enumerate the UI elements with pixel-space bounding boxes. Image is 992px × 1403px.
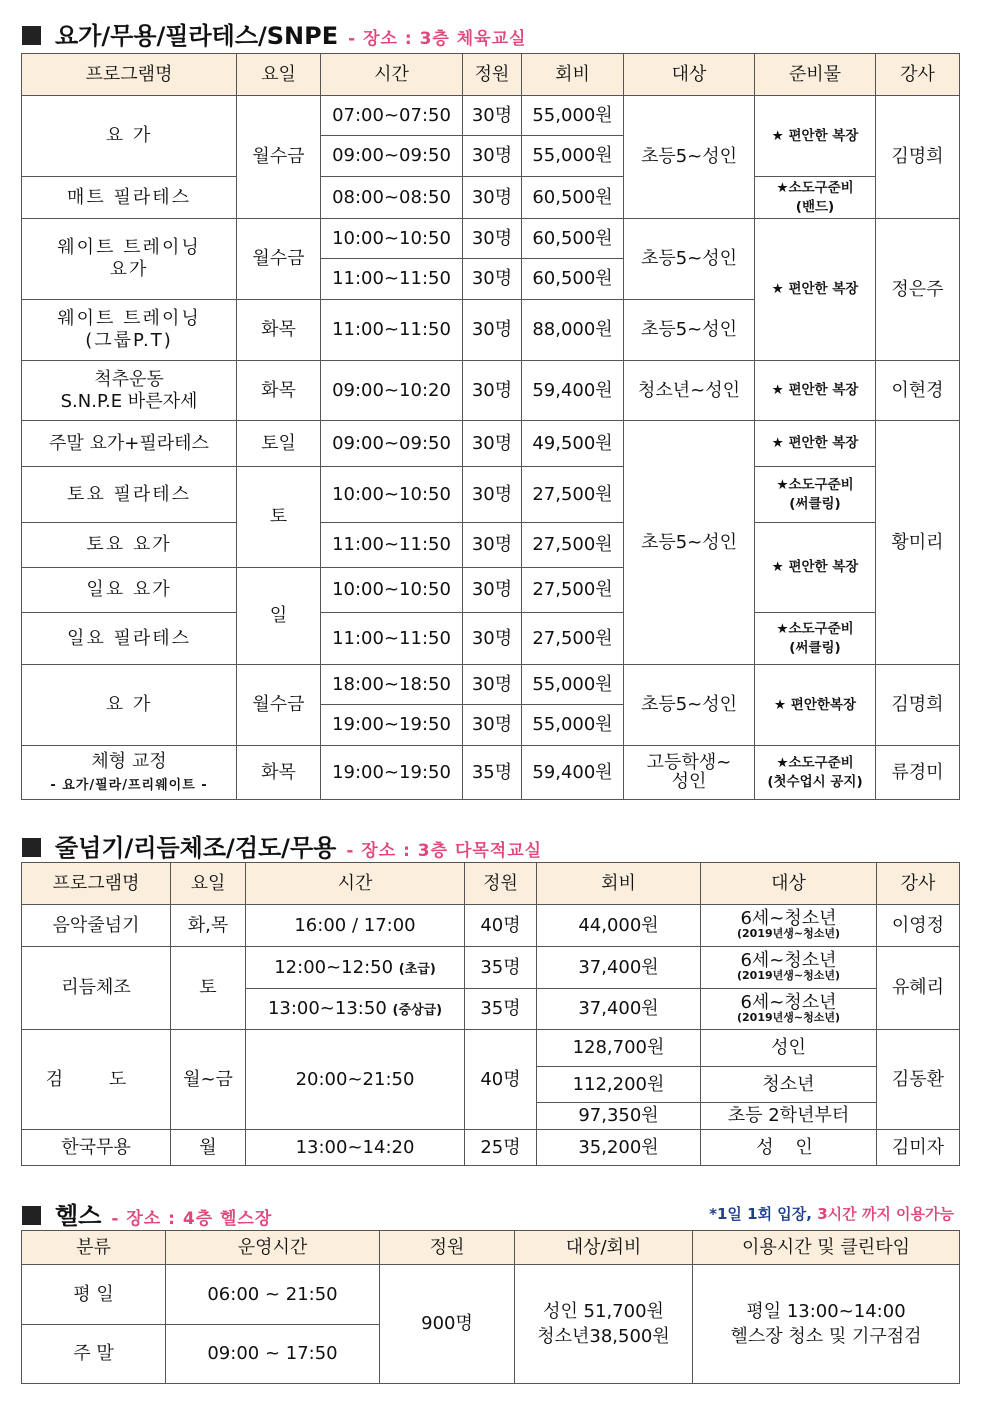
teacher-cell: 이현경	[876, 361, 960, 421]
header-target-fee: 대상/회비	[515, 1231, 693, 1265]
prep-sub-text: (써클링)	[789, 639, 841, 656]
fee-cell: 55,000원	[522, 96, 624, 136]
section3-table	[21, 1230, 960, 1384]
fee-cell: 55,000원	[522, 136, 624, 177]
time-cell: 11:00~11:50	[321, 259, 463, 300]
section2-title	[22, 828, 542, 863]
header-time: 시간	[246, 863, 465, 905]
program-cell: 일요 요가	[22, 568, 237, 613]
capacity-cell: 30명	[463, 421, 522, 467]
program-cell: 토요 요가	[22, 523, 237, 568]
usage-note-text: *1일 1회 입장,	[709, 1205, 818, 1223]
prep-cell	[755, 177, 876, 219]
capacity-cell: 30명	[463, 259, 522, 300]
day-cell: 화목	[237, 300, 321, 361]
fee-cell: 88,000원	[522, 300, 624, 361]
teacher-cell: 유혜리	[877, 947, 960, 1030]
target-sub-text: 성인	[671, 770, 707, 792]
section1-title	[22, 16, 526, 51]
prep-cell: ★ 편안한 복장	[755, 421, 876, 467]
target-cell	[624, 746, 755, 800]
prep-sub-text: (밴드)	[795, 198, 835, 215]
header-target: 대상	[624, 54, 755, 96]
table-row	[22, 219, 960, 259]
table-row	[22, 467, 960, 523]
teacher-cell: 정은주	[876, 219, 960, 361]
section3-location: - 장소 : 4층 헬스장	[111, 1209, 273, 1229]
capacity-cell: 40명	[465, 1030, 537, 1130]
capacity-cell: 30명	[463, 523, 522, 568]
fee-cell: 60,500원	[522, 219, 624, 259]
teacher-cell: 김미자	[877, 1130, 960, 1166]
teacher-cell: 류경미	[876, 746, 960, 800]
target-cell: 청소년~성인	[624, 361, 755, 421]
day-cell: 월	[171, 1130, 246, 1166]
teacher-cell: 김명희	[876, 96, 960, 219]
day-cell: 월수금	[237, 665, 321, 746]
fee-cell: 112,200원	[537, 1067, 701, 1103]
table-row	[22, 905, 960, 947]
target-cell: 청소년	[701, 1067, 877, 1103]
weekend-hours-cell: 09:00 ~ 17:50	[166, 1325, 380, 1384]
day-cell: 월수금	[237, 96, 321, 219]
capacity-cell: 30명	[463, 136, 522, 177]
fee-cell: 59,400원	[522, 746, 624, 800]
section3-title-text: 헬스	[55, 1202, 102, 1230]
fee-cell: 49,500원	[522, 421, 624, 467]
time-cell: 13:00~14:20	[246, 1130, 465, 1166]
time-cell: 11:00~11:50	[321, 613, 463, 665]
day-cell: 일	[237, 568, 321, 665]
program-cell: 토요 필라테스	[22, 467, 237, 523]
target-cell: 성 인	[701, 1130, 877, 1166]
section2-location: - 장소 : 3층 다목적교실	[346, 841, 543, 861]
fee-cell: 59,400원	[522, 361, 624, 421]
fee-cell: 35,200원	[537, 1130, 701, 1166]
day-cell: 월~금	[171, 1030, 246, 1130]
header-fee: 회비	[537, 863, 701, 905]
capacity-cell: 30명	[463, 96, 522, 136]
target-cell: 초등5~성인	[624, 219, 755, 300]
prep-text: ★소도구준비	[776, 180, 854, 197]
prep-cell: ★ 편안한 복장	[755, 219, 876, 361]
program-sub-text: S.N.P.E 바른자세	[60, 390, 198, 412]
capacity-cell: 900명	[380, 1265, 515, 1384]
target-cell	[701, 905, 877, 947]
target-sub-text: (2019년생~청소년)	[736, 927, 841, 941]
weekday-cell: 평 일	[22, 1265, 166, 1325]
section1-location: - 장소 : 3층 체육교실	[348, 29, 527, 49]
program-cell: 요 가	[22, 665, 237, 746]
time-cell	[246, 989, 465, 1030]
header-day: 요일	[171, 863, 246, 905]
capacity-cell: 30명	[463, 219, 522, 259]
fee-cell	[515, 1265, 693, 1384]
capacity-cell: 30명	[463, 467, 522, 523]
capacity-cell: 35명	[465, 947, 537, 989]
clean-time: 평일 13:00~14:00	[746, 1300, 906, 1322]
time-text: 13:00~13:50	[267, 998, 387, 1020]
table-row	[22, 1265, 960, 1325]
weekend-cell: 주 말	[22, 1325, 166, 1384]
time-cell: 18:00~18:50	[321, 665, 463, 705]
day-cell: 토	[237, 467, 321, 568]
target-cell: 초등 2학년부터	[701, 1103, 877, 1130]
header-teacher: 강사	[877, 863, 960, 905]
table-row	[22, 177, 960, 219]
time-cell: 19:00~19:50	[321, 705, 463, 746]
program-text: 척추운동	[94, 368, 164, 390]
day-cell: 화,목	[171, 905, 246, 947]
time-text: 12:00~12:50	[274, 956, 394, 978]
header-capacity: 정원	[463, 54, 522, 96]
table-row	[22, 361, 960, 421]
target-cell: 초등5~성인	[624, 421, 755, 665]
teacher-cell: 김동환	[877, 1030, 960, 1130]
teacher-cell: 이영정	[877, 905, 960, 947]
table-row	[22, 96, 960, 136]
target-sub-text: (2019년생~청소년)	[736, 969, 841, 983]
target-cell: 초등5~성인	[624, 300, 755, 361]
program-cell	[22, 219, 237, 300]
program-cell: 일요 필라테스	[22, 613, 237, 665]
fee-cell: 60,500원	[522, 259, 624, 300]
header-program: 프로그램명	[22, 863, 171, 905]
time-cell: 20:00~21:50	[246, 1030, 465, 1130]
time-cell: 19:00~19:50	[321, 746, 463, 800]
header-hours: 운영시간	[166, 1231, 380, 1265]
prep-sub-text: (써클링)	[789, 495, 841, 512]
level-text: (중상급)	[392, 1003, 443, 1019]
capacity-cell: 30명	[463, 665, 522, 705]
square-bullet-icon	[22, 26, 41, 45]
header-target: 대상	[701, 863, 877, 905]
capacity-cell: 30명	[463, 300, 522, 361]
target-cell	[701, 989, 877, 1030]
table-row	[22, 1030, 960, 1067]
square-bullet-icon	[22, 838, 41, 857]
fee-cell: 27,500원	[522, 523, 624, 568]
header-time: 시간	[321, 54, 463, 96]
day-cell: 화목	[237, 746, 321, 800]
program-cell: 리듬체조	[22, 947, 171, 1030]
table-row	[22, 421, 960, 467]
time-cell: 10:00~10:50	[321, 219, 463, 259]
header-teacher: 강사	[876, 54, 960, 96]
section1-title-text: 요가/무용/필라테스/SNPE	[55, 22, 339, 50]
header-clean-time: 이용시간 및 클린타임	[693, 1231, 960, 1265]
prep-text: ★소도구준비	[776, 755, 854, 772]
program-sub-text: - 요가/필라/프리웨이트 -	[50, 777, 208, 793]
time-cell: 11:00~11:50	[321, 300, 463, 361]
prep-cell: ★ 편안한 복장	[755, 96, 876, 177]
prep-text: ★소도구준비	[776, 621, 854, 638]
table-header-row	[22, 1231, 960, 1265]
fee-cell: 27,500원	[522, 568, 624, 613]
capacity-cell: 35명	[463, 746, 522, 800]
program-text: 체형 교정	[91, 750, 167, 772]
header-capacity: 정원	[380, 1231, 515, 1265]
program-cell	[22, 361, 237, 421]
capacity-cell: 30명	[463, 361, 522, 421]
target-cell	[701, 947, 877, 989]
section1-table	[21, 53, 960, 800]
fee-youth: 청소년38,500원	[537, 1326, 670, 1347]
day-cell: 토일	[237, 421, 321, 467]
day-cell: 토	[171, 947, 246, 1030]
program-sub-text: 요가	[109, 259, 149, 280]
table-row	[22, 947, 960, 989]
prep-cell: ★ 편안한복장	[755, 665, 876, 746]
fee-cell: 128,700원	[537, 1030, 701, 1067]
program-cell: 음악줄넘기	[22, 905, 171, 947]
fee-adult: 성인 51,700원	[543, 1300, 664, 1322]
capacity-cell: 30명	[463, 177, 522, 219]
target-text: 고등학생~	[646, 751, 732, 773]
target-text: 6세~청소년	[740, 950, 837, 972]
square-bullet-icon	[22, 1206, 41, 1225]
header-capacity: 정원	[465, 863, 537, 905]
target-text: 6세~청소년	[740, 908, 837, 930]
time-cell: 10:00~10:50	[321, 467, 463, 523]
program-cell	[22, 746, 237, 800]
table-row	[22, 613, 960, 665]
time-cell: 10:00~10:50	[321, 568, 463, 613]
time-cell: 08:00~08:50	[321, 177, 463, 219]
table-header-row	[22, 54, 960, 96]
table-row	[22, 1130, 960, 1166]
program-cell: 검 도	[22, 1030, 171, 1130]
target-text: 6세~청소년	[740, 991, 837, 1013]
section3-title	[22, 1196, 272, 1231]
target-cell: 초등5~성인	[624, 665, 755, 746]
program-cell: 주말 요가+필라테스	[22, 421, 237, 467]
program-cell: 한국무용	[22, 1130, 171, 1166]
time-cell: 07:00~07:50	[321, 96, 463, 136]
fee-cell: 60,500원	[522, 177, 624, 219]
header-day: 요일	[237, 54, 321, 96]
table-header-row	[22, 863, 960, 905]
program-cell: 요 가	[22, 96, 237, 177]
fee-cell: 27,500원	[522, 467, 624, 523]
teacher-cell: 김명희	[876, 665, 960, 746]
prep-cell	[755, 467, 876, 523]
fee-cell: 37,400원	[537, 947, 701, 989]
prep-cell: ★ 편안한 복장	[755, 361, 876, 421]
prep-cell	[755, 746, 876, 800]
header-category: 분류	[22, 1231, 166, 1265]
prep-text: ★소도구준비	[776, 477, 854, 494]
time-cell: 11:00~11:50	[321, 523, 463, 568]
prep-cell: ★ 편안한 복장	[755, 523, 876, 613]
fee-cell: 37,400원	[537, 989, 701, 1030]
level-text: (초급)	[398, 961, 436, 977]
program-text: 웨이트 트레이닝	[57, 308, 201, 330]
clean-time-cell	[693, 1265, 960, 1384]
table-row	[22, 665, 960, 705]
day-cell: 화목	[237, 361, 321, 421]
usage-note	[709, 1203, 954, 1224]
target-cell: 성인	[701, 1030, 877, 1067]
header-fee: 회비	[522, 54, 624, 96]
section2-table	[21, 862, 960, 1166]
fee-cell: 55,000원	[522, 665, 624, 705]
capacity-cell: 30명	[463, 613, 522, 665]
prep-cell	[755, 613, 876, 665]
program-sub-text: (그룹P.T)	[85, 330, 173, 351]
fee-cell: 97,350원	[537, 1103, 701, 1130]
capacity-cell: 35명	[465, 989, 537, 1030]
fee-cell: 55,000원	[522, 705, 624, 746]
weekday-hours-cell: 06:00 ~ 21:50	[166, 1265, 380, 1325]
prep-sub-text: (첫수업시 공지)	[767, 773, 863, 790]
fee-cell: 44,000원	[537, 905, 701, 947]
time-cell: 09:00~09:50	[321, 136, 463, 177]
time-cell: 16:00 / 17:00	[246, 905, 465, 947]
section2-title-text: 줄넘기/리듬체조/검도/무용	[55, 834, 337, 862]
capacity-cell: 30명	[463, 568, 522, 613]
table-row	[22, 523, 960, 568]
day-cell: 월수금	[237, 219, 321, 300]
program-cell: 매트 필라테스	[22, 177, 237, 219]
time-cell	[246, 947, 465, 989]
teacher-cell: 황미리	[876, 421, 960, 665]
fee-cell: 27,500원	[522, 613, 624, 665]
time-cell: 09:00~09:50	[321, 421, 463, 467]
header-prep: 준비물	[755, 54, 876, 96]
table-row	[22, 746, 960, 800]
clean-desc: 헬스장 청소 및 기구점검	[730, 1326, 922, 1347]
time-cell: 09:00~10:20	[321, 361, 463, 421]
capacity-cell: 30명	[463, 705, 522, 746]
program-cell	[22, 300, 237, 361]
capacity-cell: 40명	[465, 905, 537, 947]
target-cell: 초등5~성인	[624, 96, 755, 219]
target-sub-text: (2019년생~청소년)	[736, 1010, 841, 1024]
usage-note-highlight: 3시간 까지 이용가능	[817, 1205, 954, 1223]
capacity-cell: 25명	[465, 1130, 537, 1166]
header-program: 프로그램명	[22, 54, 237, 96]
program-text: 웨이트 트레이닝	[57, 237, 201, 259]
